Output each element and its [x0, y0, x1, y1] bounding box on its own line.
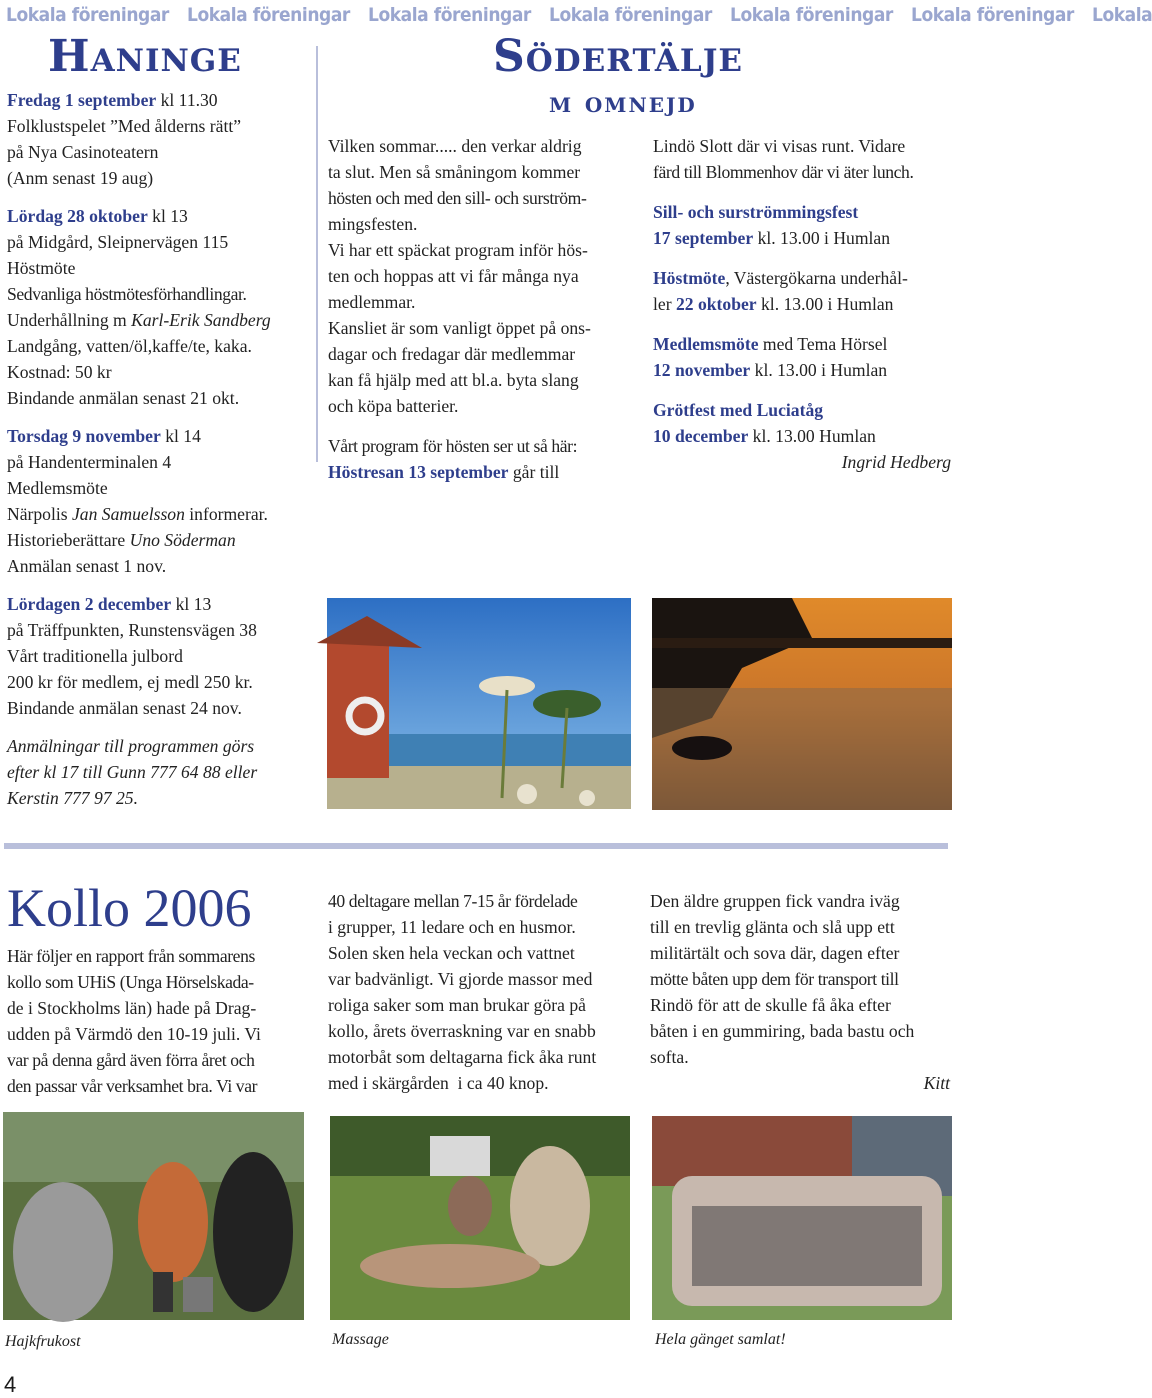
photo-massage	[330, 1116, 630, 1320]
event-line: informerar.	[184, 504, 268, 524]
event-line: på Nya Casinoteatern	[7, 142, 159, 162]
text-line: ten och hoppas att vi får många nya	[328, 266, 579, 286]
event-line: Höstmöte	[7, 258, 76, 278]
text-line: och köpa batterier.	[328, 396, 459, 416]
event-date: Fredag 1 september	[7, 90, 157, 110]
event-date: Torsdag 9 november	[7, 426, 161, 446]
event-date: Lördag 28 oktober	[7, 206, 148, 226]
banner-label: Lokala föreningar	[368, 4, 531, 26]
column-divider	[316, 46, 318, 462]
page-number: 4	[4, 1372, 17, 1397]
text-line: roliga saker som man brukar göra på	[328, 995, 586, 1015]
event-haninge-1	[7, 87, 312, 191]
event-time: kl. 13.00 Humlan	[748, 426, 876, 446]
kollo-title: Kollo 2006	[7, 878, 252, 938]
event-line: Vårt traditionella julbord	[7, 646, 183, 666]
text-line: , Västergökarna underhål-	[725, 268, 908, 288]
event-time: kl. 13.00 i Humlan	[750, 360, 888, 380]
text-line: medlemmar.	[328, 292, 416, 312]
event-line: Kostnad: 50 kr	[7, 362, 112, 382]
event-time: kl. 13.00 i Humlan	[753, 228, 891, 248]
event-time: kl 14	[160, 426, 201, 446]
text-line: motorbåt som deltagarna fick åka runt	[328, 1047, 597, 1067]
event-line: (Anm senast 19 aug)	[7, 168, 154, 188]
kollo-column-1	[7, 943, 312, 1099]
event-time: kl 13	[171, 594, 212, 614]
event-line: 200 kr för medlem, ej medl 250 kr.	[7, 672, 253, 692]
note-line: Kerstin 777 97 25.	[7, 788, 138, 808]
photo-hike-breakfast	[3, 1112, 304, 1320]
speaker-name: Jan Samuelsson	[72, 504, 185, 524]
sodertalje-title: Södertälje	[493, 31, 744, 82]
event-line: Historieberättare	[7, 530, 130, 550]
haninge-column	[7, 87, 312, 823]
photo-sunset-boat	[652, 598, 952, 810]
event-date: 12 november	[653, 360, 751, 380]
event-line: Bindande anmälan senast 24 nov.	[7, 698, 242, 718]
text-line: ler	[653, 294, 676, 314]
text-line: Solen sken hela veckan och vattnet	[328, 943, 575, 963]
text-line: mötte båten upp dem för transport till	[650, 969, 899, 989]
event-date: 17 september	[653, 228, 754, 248]
event-line: på Midgård, Sleipnervägen 115	[7, 232, 229, 252]
note-line: efter kl 17 till Gunn 777 64 88 eller	[7, 762, 258, 782]
registration-note	[7, 733, 312, 811]
sodertalje-subtitle: m omnejd	[549, 86, 697, 119]
event-line: Landgång, vatten/öl,kaffe/te, kaka.	[7, 336, 252, 356]
author-signature: Ingrid Hedberg	[841, 452, 951, 472]
text-line: Vi har ett späckat program inför hös-	[328, 240, 588, 260]
text-line: till en trevlig glänta och slå upp ett	[650, 917, 895, 937]
photo-whole-group	[652, 1116, 952, 1320]
event-title: Grötfest med Luciatåg	[653, 400, 824, 420]
text-line: den passar vår verksamhet bra. Vi var	[7, 1076, 258, 1096]
caption-hike-breakfast: Hajkfrukost	[5, 1333, 81, 1350]
text-line: med i skärgården i ca 40 knop.	[328, 1073, 549, 1093]
sodertalje-column-1	[328, 133, 633, 497]
text-line: Lindö Slott där vi visas runt. Vidare	[653, 136, 906, 156]
caption-massage: Massage	[332, 1331, 389, 1348]
banner-label: Lokala föreningar	[6, 4, 169, 26]
kollo-column-2	[328, 888, 633, 1096]
event-date: Lördagen 2 december	[7, 594, 172, 614]
kollo-column-3	[650, 888, 952, 1096]
text-line: hösten och med den sill- och surström-	[328, 188, 587, 208]
event-line: Medlemsmöte	[7, 478, 108, 498]
event-time: kl. 13.00 i Humlan	[756, 294, 894, 314]
caption-whole-group: Hela gänget samlat!	[655, 1331, 786, 1348]
text-line: kollo, årets överraskning var en snabb	[328, 1021, 596, 1041]
banner-label: Lokala föreningar	[549, 4, 712, 26]
text-line: dagar och fredagar där medlemmar	[328, 344, 576, 364]
text-line: militärtält och sova där, dagen efter	[650, 943, 900, 963]
section-banner	[0, 0, 1152, 30]
text-line: färd till Blommenhov där vi äter lunch.	[653, 162, 914, 182]
banner-label: Lokala föreningar	[911, 4, 1074, 26]
text-line: Här följer en rapport från sommarens	[7, 946, 255, 966]
text-line: udden på Värmdö den 10-19 juli. Vi	[7, 1024, 261, 1044]
event-haninge-3	[7, 423, 312, 579]
banner-label: Lokala	[1092, 4, 1152, 26]
event-line: Bindande anmälan senast 21 okt.	[7, 388, 240, 408]
text-line: med Tema Hörsel	[758, 334, 888, 354]
text-line: i grupper, 11 ledare och en husmor.	[328, 917, 576, 937]
event-title: Höstmöte	[653, 268, 726, 288]
event-haninge-2	[7, 203, 312, 411]
author-signature: Kitt	[923, 1073, 950, 1093]
event-time: kl 11.30	[156, 90, 218, 110]
trip-title: Höstresan 13 september	[328, 462, 509, 482]
event-line: på Handenterminalen 4	[7, 452, 172, 472]
text-line: 40 deltagare mellan 7-15 år fördelade	[328, 891, 578, 911]
event-time: kl 13	[147, 206, 188, 226]
event-title: Sill- och surströmmingsfest	[653, 202, 859, 222]
text-line: var badvänligt. Vi gjorde massor med	[328, 969, 593, 989]
sodertalje-column-2	[653, 133, 953, 487]
speaker-name: Uno Söderman	[129, 530, 236, 550]
text-line: kan få hjälp med att bl.a. byta slang	[328, 370, 579, 390]
haninge-title: Haninge	[48, 31, 242, 82]
text-line: går till	[508, 462, 560, 482]
text-line: mingsfesten.	[328, 214, 418, 234]
performer-name: Karl-Erik Sandberg	[131, 310, 271, 330]
text-line: Vilken sommar..... den verkar aldrig	[328, 136, 582, 156]
event-line: Folklustspelet ”Med ålderns rätt”	[7, 116, 242, 136]
section-divider	[4, 843, 948, 849]
text-line: Vårt program för hösten ser ut så här:	[328, 436, 578, 456]
text-line: kollo som UHiS (Unga Hörselskada-	[7, 972, 254, 992]
text-line: Kansliet är som vanligt öppet på ons-	[328, 318, 591, 338]
text-line: ta slut. Men så småningom kommer	[328, 162, 581, 182]
text-line: var på denna gård även förra året och	[7, 1050, 255, 1070]
banner-label: Lokala föreningar	[187, 4, 350, 26]
event-date: 10 december	[653, 426, 749, 446]
text-line: Den äldre gruppen fick vandra iväg	[650, 891, 900, 911]
text-line: båten i en gummiring, bada bastu och	[650, 1021, 915, 1041]
event-haninge-4	[7, 591, 312, 721]
event-title: Medlemsmöte	[653, 334, 759, 354]
event-line: Anmälan senast 1 nov.	[7, 556, 167, 576]
photo-seaside-cabin	[327, 598, 631, 809]
text-line: softa.	[650, 1047, 689, 1067]
event-line: Underhållning m	[7, 310, 132, 330]
banner-label: Lokala föreningar	[730, 4, 893, 26]
event-line: Sedvanliga höstmötesförhandlingar.	[7, 284, 247, 304]
note-line: Anmälningar till programmen görs	[7, 736, 255, 756]
event-line: Närpolis	[7, 504, 72, 524]
event-date: 22 oktober	[675, 294, 757, 314]
event-line: på Träffpunkten, Runstensvägen 38	[7, 620, 257, 640]
text-line: Rindö för att de skulle få åka efter	[650, 995, 891, 1015]
text-line: de i Stockholms län) hade på Drag-	[7, 998, 257, 1018]
